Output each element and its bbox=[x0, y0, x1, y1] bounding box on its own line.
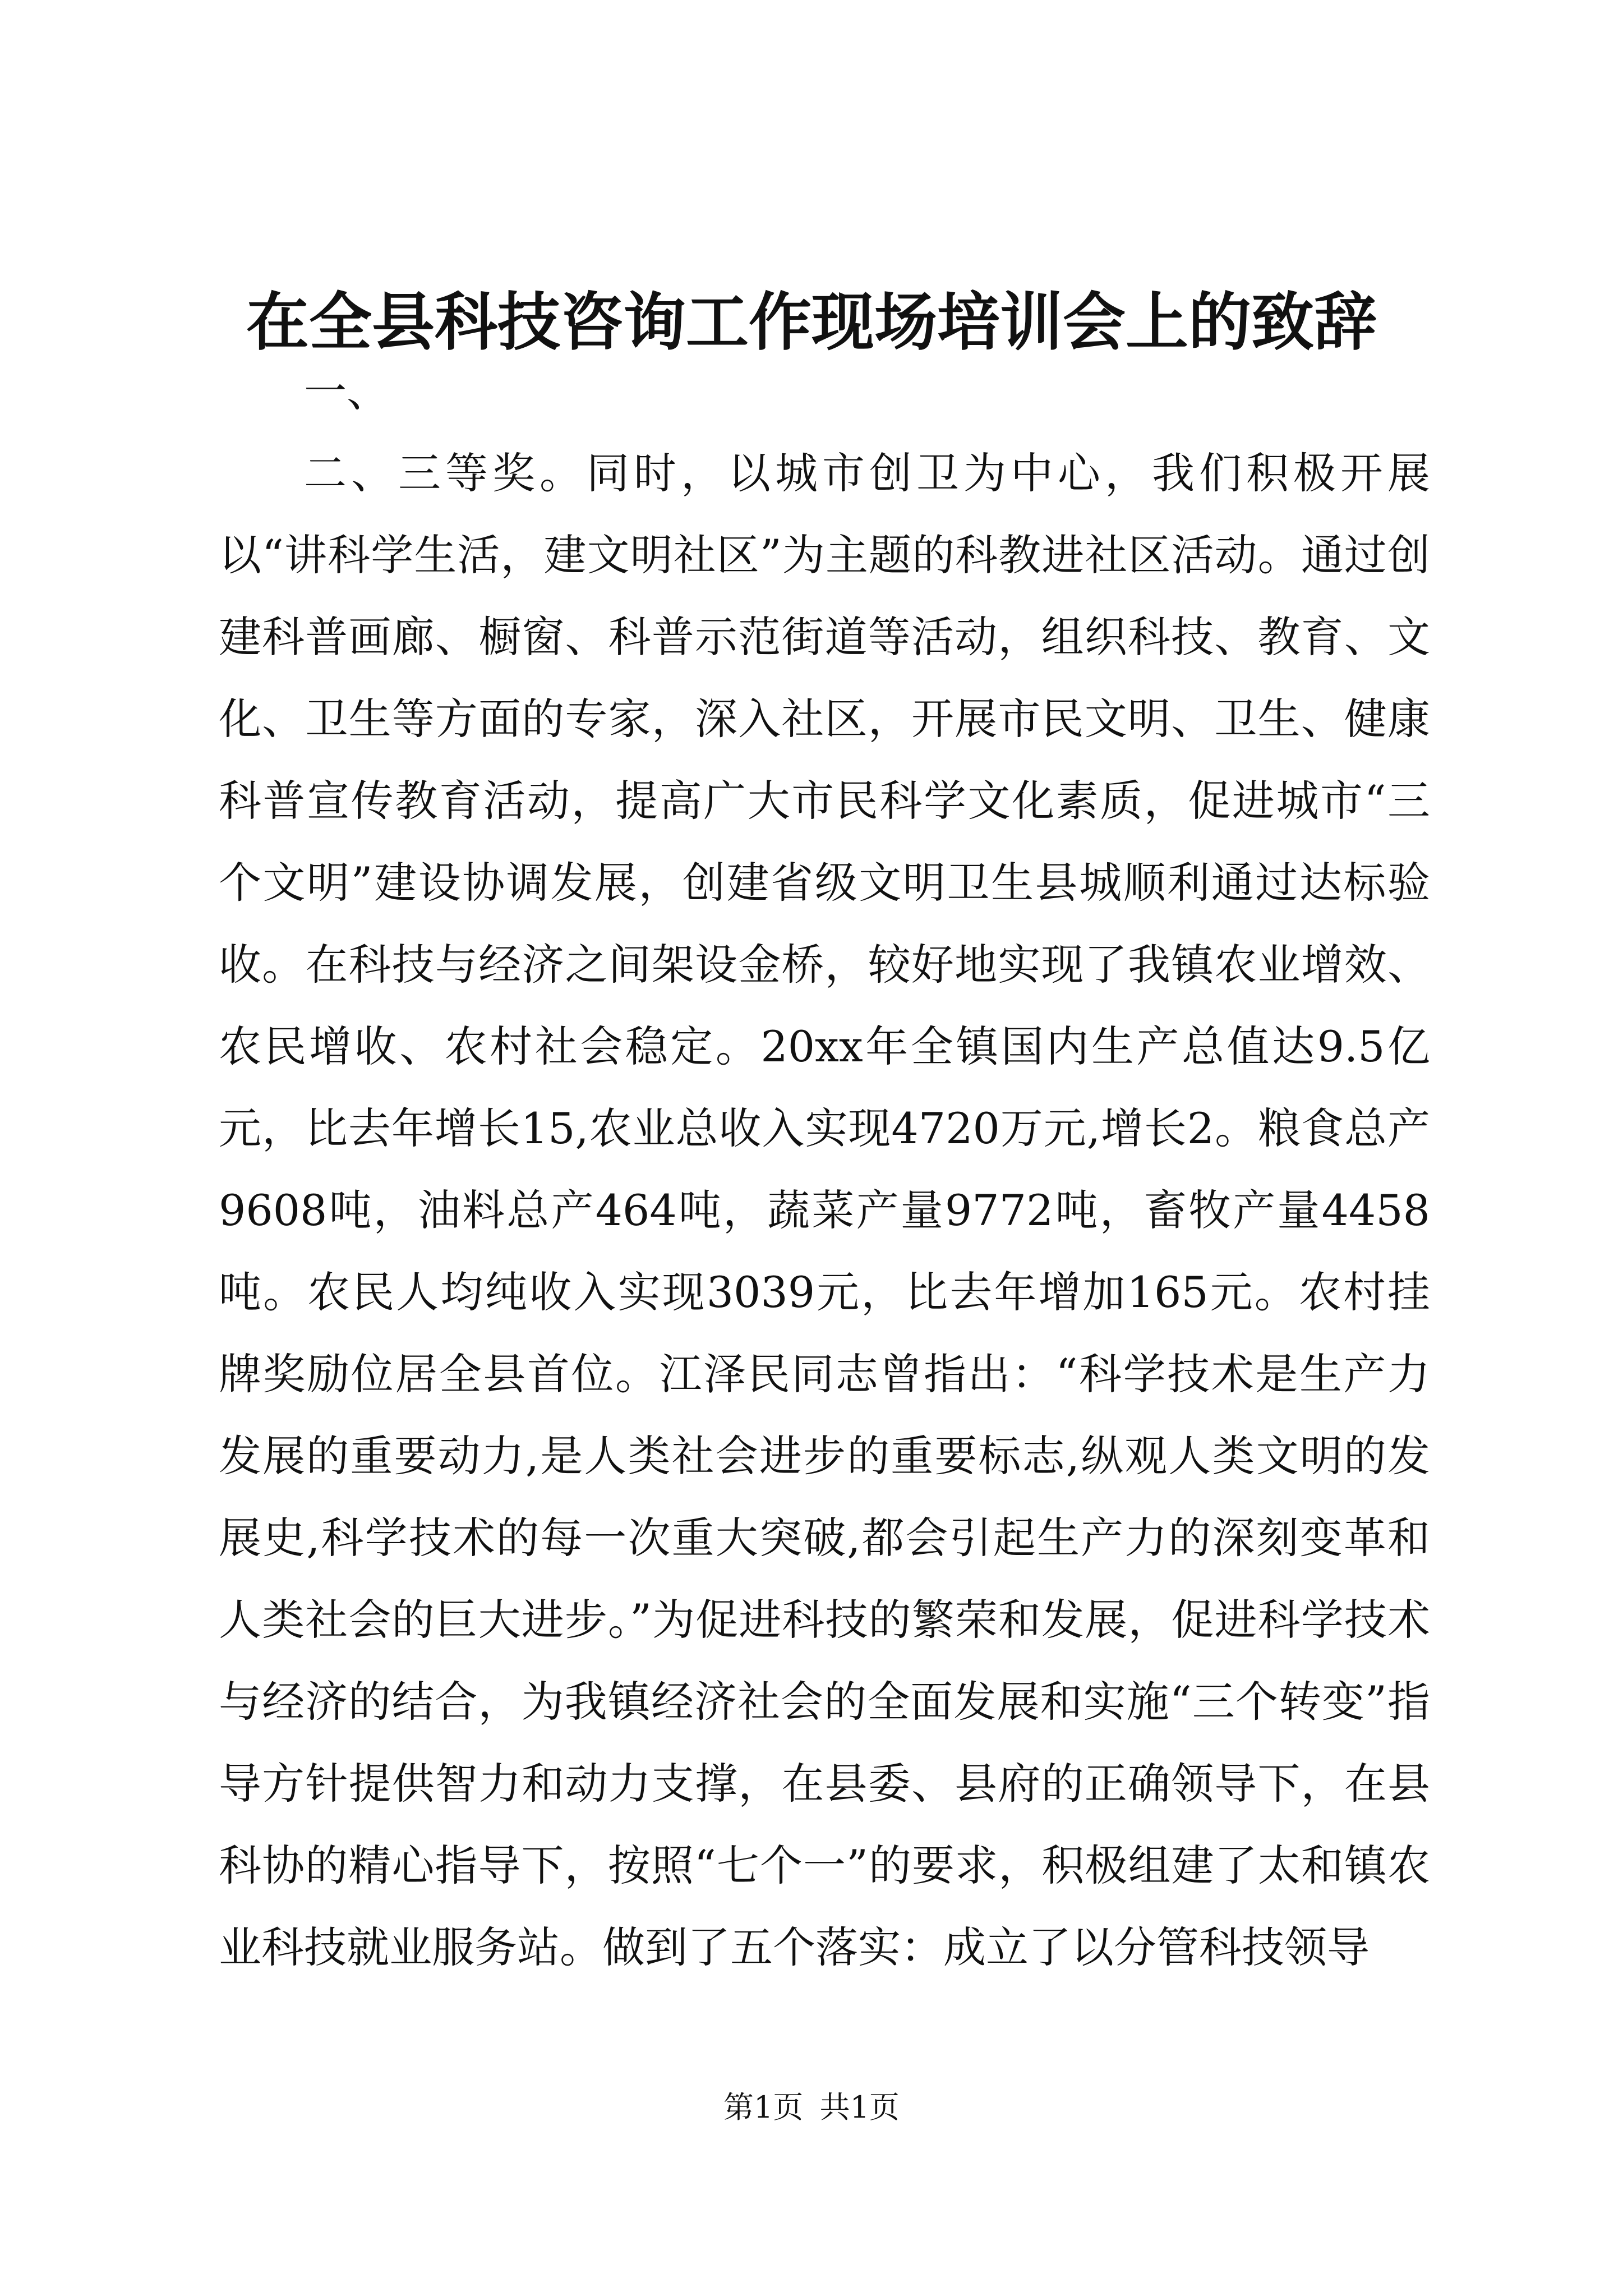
page-number-current: 第1页 bbox=[723, 2090, 804, 2125]
paragraph-main: 二、三等奖。同时，以城市创卫为中心，我们积极开展以“讲科学生活，建文明社区”为主题的科教进社区活动。通过创建科普画廊、橱窗、科普示范街道等活动，组织科技、教育、文化、卫生等方面的专家，深入社区，开展市民文明、卫生、健康科普宣传教育活动，提高广大市民科学文化素质，促进城市“三个文明”建设协调发展，创建省级文明卫生县城顺利通过达标验收。在科技与经济之间架设金桥，较好地实现了我镇农业增效、农民增收、农村社会稳定。20xx年全镇国内生产总值达9.5亿元，比去年增长15,农业总收入实现4720万元,增长2。粮食总产9608吨，油料总产464吨，蔬菜产量9772吨，畜牧产量4458吨。农民人均纯收入实现3039元，比去年增加165元。农村挂牌奖励位居全县首位。江泽民同志曾指出：“科学技术是生产力发展的重要动力,是人类社会进步的重要标志,纵观人类文明的发展史,科学技术的每一次重大突破,都会引起生产力的深刻变革和人类社会的巨大进步。”为促进科技的繁荣和发展，促进科学技术与经济的结合，为我镇经济社会的全面发展和实施“三个转变”指导方针提供智力和动力支撑，在县委、县府的正确领导下，在县科协的精心指导下，按照“七个一”的要求，积极组建了太和镇农业科技就业服务站。做到了五个落实：成立了以分管科技领导 bbox=[219, 448, 1430, 1972]
document-body bbox=[219, 351, 1430, 1989]
page-number-total: 共1页 bbox=[819, 2090, 900, 2125]
paragraph-heading: 一、 bbox=[304, 366, 389, 416]
document-title: 在全县科技咨询工作现场培训会上的致辞 bbox=[246, 286, 1377, 359]
page-footer bbox=[0, 2088, 1623, 2127]
